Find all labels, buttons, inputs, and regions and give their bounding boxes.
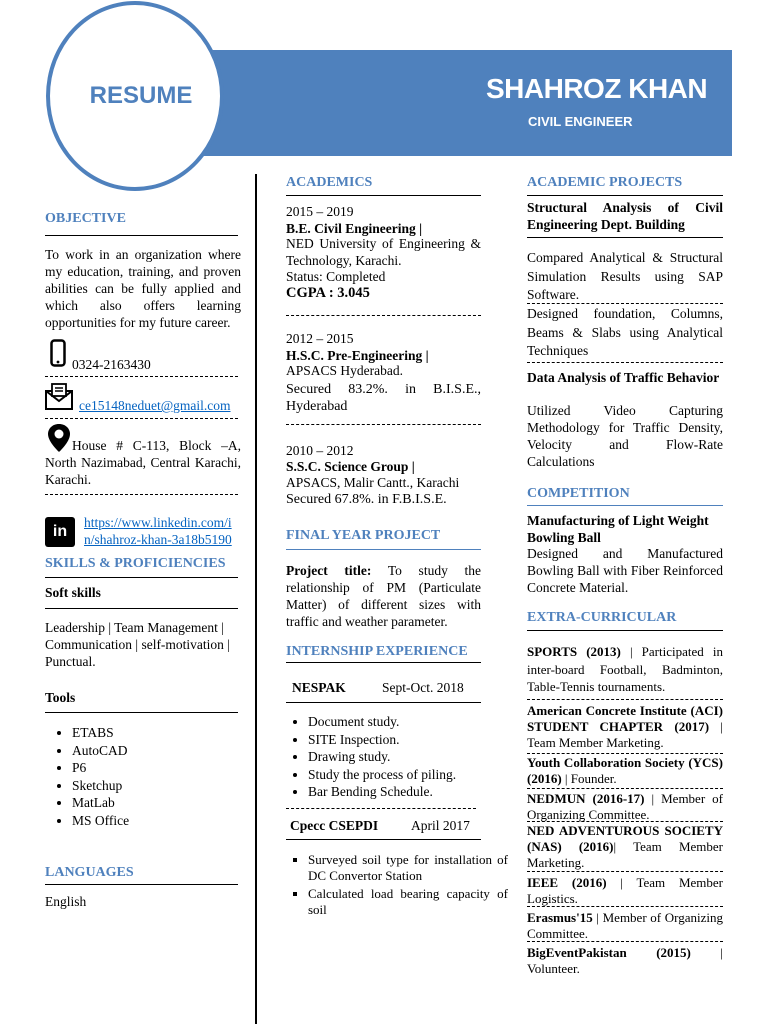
- academic-institute: APSACS, Malir Cantt., Karachi: [286, 475, 460, 490]
- languages-text: English: [45, 894, 87, 909]
- extra-heading: EXTRA-CURRICULAR: [527, 610, 677, 625]
- project-paragraph: Designed foundation, Columns, Beams & Slabs using Analytical Techniques: [527, 306, 723, 358]
- divider: [286, 839, 481, 840]
- divider: [527, 871, 723, 872]
- divider: [527, 237, 723, 238]
- competition-text: Designed and Manufactured Bowling Ball with Fiber Reinforced Concrete Material.: [527, 546, 723, 595]
- project-paragraph: Compared Analytical & Structural Simulation Results using SAP Software.: [527, 250, 723, 302]
- fyp-description: To study the relationship of PM (Particulate Matter) of different sizes with traffic and weather parameter.: [286, 563, 481, 629]
- academic-result: Secured 67.8%. in F.B.I.S.E.: [286, 492, 447, 507]
- tools-list: [45, 724, 129, 829]
- divider: [286, 195, 481, 196]
- internship-heading: INTERNSHIP EXPERIENCE: [286, 644, 468, 659]
- task-item: • Document study.: [308, 713, 508, 731]
- extra-item: Erasmus'15 | Member of Organizing Committee.: [527, 910, 723, 941]
- resume-label: RESUME: [89, 82, 193, 109]
- competition-title: Manufacturing of Light Weight Bowling Ball: [527, 513, 709, 545]
- skills-heading: SKILLS & PROFICIENCIES: [45, 556, 226, 571]
- academic-institute: NED University of Engineering & Technology, Karachi.: [286, 236, 481, 268]
- divider: [527, 362, 723, 363]
- task-item: • SITE Inspection.: [308, 731, 508, 749]
- academic-status: Status: Completed: [286, 269, 386, 284]
- column-divider: [255, 174, 257, 1024]
- extra-item: NED ADVENTUROUS SOCIETY (NAS) (2016)| Team Member Marketing.: [527, 823, 723, 870]
- academic-years: 2012 – 2015: [286, 331, 354, 346]
- fyp-label: Project title:: [286, 563, 372, 578]
- internship-org: NESPAK: [292, 680, 346, 695]
- academics-heading: ACADEMICS: [286, 175, 373, 190]
- divider: [527, 788, 723, 789]
- task-item: • Drawing study.: [308, 748, 508, 766]
- extra-item: BigEventPakistan (2015) | Volunteer.: [527, 945, 724, 976]
- divider: [286, 808, 476, 809]
- academic-institute: APSACS Hyderabad.: [286, 363, 403, 378]
- languages-heading: LANGUAGES: [45, 865, 134, 880]
- phone-number: 0324-2163430: [72, 357, 151, 372]
- divider: [286, 315, 481, 316]
- divider: [527, 941, 723, 942]
- tool-item: • Sketchup: [72, 777, 129, 795]
- linkedin-link[interactable]: https://www.linkedin.com/in/shahroz-khan-3a18b5190: [84, 515, 232, 547]
- divider: [45, 577, 238, 578]
- extra-item: SPORTS (2013) | Participated in inter-board Football, Badminton, Table-Tennis tournaments.: [527, 644, 723, 694]
- tool-item: • MatLab: [72, 794, 129, 812]
- divider: [527, 303, 723, 304]
- soft-skills-label: Soft skills: [45, 585, 101, 600]
- internship-org: Cpecc CSEPDI: [290, 818, 379, 833]
- mail-icon: [44, 381, 74, 416]
- divider: [286, 662, 481, 663]
- project-paragraph: Utilized Video Capturing Methodology for Traffic Density, Velocity and Flow-Rate Calculations: [527, 403, 723, 469]
- academic-result: Secured 83.2%. in B.I.S.E., Hyderabad: [286, 382, 481, 414]
- academic-years: 2010 – 2012: [286, 443, 354, 458]
- candidate-name: SHAHROZ KHAN: [486, 73, 708, 104]
- divider: [45, 608, 238, 609]
- divider: [45, 418, 238, 419]
- fyp-heading: FINAL YEAR PROJECT: [286, 528, 441, 543]
- academic-years: 2015 – 2019: [286, 204, 354, 219]
- academic-degree: S.S.C. Science Group |: [286, 459, 415, 474]
- internship-tasks: [281, 713, 508, 801]
- academic-grade: CGPA : 3.045: [286, 285, 370, 301]
- divider: [45, 884, 238, 885]
- divider: [45, 235, 238, 236]
- task-item: ▪ Calculated load bearing capacity of soil: [308, 886, 508, 918]
- divider: [527, 821, 723, 822]
- divider: [45, 712, 238, 713]
- academic-degree: H.S.C. Pre-Engineering |: [286, 348, 429, 363]
- tool-item: • AutoCAD: [72, 742, 129, 760]
- internship-period: April 2017: [411, 818, 470, 833]
- divider: [527, 753, 723, 754]
- divider: [527, 630, 723, 631]
- tool-item: • MS Office: [72, 812, 129, 830]
- divider: [45, 494, 238, 495]
- email-link[interactable]: ce15148neduet@gmail.com: [79, 398, 231, 413]
- divider: [527, 195, 723, 196]
- phone-icon: [50, 339, 66, 372]
- internship-tasks: [281, 852, 508, 918]
- divider: [527, 505, 723, 506]
- task-item: ▪ Surveyed soil type for installation of DC Convertor Station: [308, 852, 508, 884]
- tools-label: Tools: [45, 690, 76, 705]
- project-title: Data Analysis of Traffic Behavior: [527, 370, 720, 385]
- divider: [527, 699, 723, 700]
- project-title: Structural Analysis of Civil Engineering Dept. Building: [527, 200, 723, 232]
- task-item: • Study the process of piling.: [308, 766, 508, 784]
- objective-heading: OBJECTIVE: [45, 211, 126, 226]
- task-item: • Bar Bending Schedule.: [308, 783, 508, 801]
- tool-item: • ETABS: [72, 724, 129, 742]
- linkedin-icon: in: [45, 517, 75, 547]
- extra-item: American Concrete Institute (ACI) STUDENT CHAPTER (2017) | Team Member Marketing.: [527, 703, 723, 750]
- internship-period: Sept-Oct. 2018: [382, 680, 464, 695]
- tool-item: • P6: [72, 759, 129, 777]
- divider: [527, 906, 723, 907]
- fyp-text: [286, 562, 481, 630]
- divider: [286, 549, 481, 550]
- divider: [286, 424, 481, 425]
- divider: [286, 702, 481, 703]
- soft-skills-text: Leadership | Team Management | Communication | self-motivation | Punctual.: [45, 620, 231, 669]
- extra-item: NEDMUN (2016-17) | Member of Organizing Committee.: [527, 791, 723, 822]
- academic-degree: B.E. Civil Engineering |: [286, 221, 423, 236]
- divider: [45, 376, 238, 377]
- competition-heading: COMPETITION: [527, 486, 630, 501]
- objective-text: To work in an organization where my education, training, and proven abilities can be fully applied and which also offers learning opportunities for my future career.: [45, 247, 241, 330]
- projects-heading: ACADEMIC PROJECTS: [527, 175, 683, 190]
- extra-item: Youth Collaboration Society (YCS) (2016) | Founder.: [527, 755, 723, 786]
- address-text: House # C-113, Block –A, North Nazimabad, Central Karachi, Karachi.: [45, 438, 241, 487]
- candidate-title: CIVIL ENGINEER: [528, 114, 633, 129]
- extra-item: IEEE (2016) | Team Member Logistics.: [527, 875, 724, 906]
